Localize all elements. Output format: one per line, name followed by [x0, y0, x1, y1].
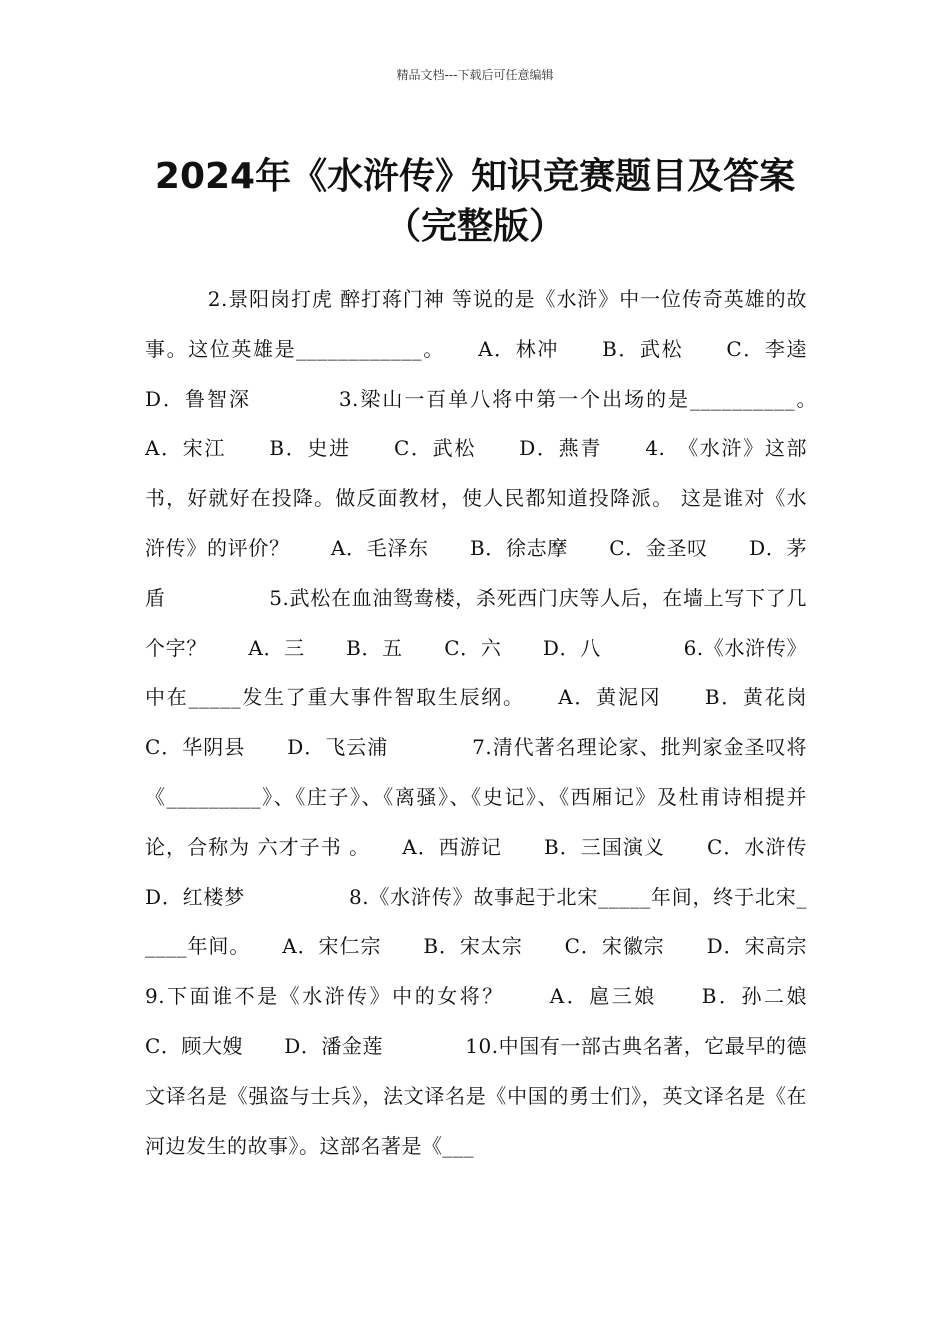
quiz-paragraph: 2.景阳岗打虎 醉打蒋门神 等说的是《水浒》中一位传奇英雄的故事。这位英雄是____________。 A．林冲 B．武松 C．李逵 D．鲁智深 3.梁山一百单八将中第一个出场的是__________。 A．宋江 B．史进 C．武松 D．燕青 4. 《水浒》这部书，好就好在投降。做反面教材，使人民都知道投降派。 这是谁对《水浒传》的评价？ A．毛泽东 B．徐志摩 C．金圣叹 D．茅盾 5.武松在血油鸳鸯楼，杀死西门庆等人后，在墙上写下了几个字？ A．三 B．五 C．六 D．八 6.《水浒传》中在_____发生了重大事件智取生辰纲。 A．黄泥冈 B．黄花岗 C．华阴县 D．飞云浦 7.清代著名理论家、批判家金圣叹将《_________》、《庄子》、《离骚》、《史记》、《西厢记》及杜甫诗相提并论，合称为 六才子书 。 A．西游记 B．三国演义 C．水浒传 D．红楼梦 8.《水浒传》故事起于北宋_____年间，终于北宋_____年间。 A．宋仁宗 B．宋太宗 C．宋徽宗 D．宋高宗 9.下面谁不是《水浒传》中的女将？ A．扈三娘 B．孙二娘 C．顾大嫂 D．潘金莲 10.中国有一部古典名著，它最早的德文译名是《强盗与士兵》，法文译名是《中国的勇士们》，英文译名是《在河边发生的故事》。这部名著是《___	[145, 287, 889, 1158]
document-title	[100, 152, 850, 252]
document-body	[145, 275, 889, 1171]
title-line-1: 2024年《水浒传》知识竞赛题目及答案	[154, 156, 796, 198]
page-header: 精品文档---下载后可任意编辑	[396, 68, 554, 82]
title-line-2: （完整版）	[384, 206, 565, 248]
